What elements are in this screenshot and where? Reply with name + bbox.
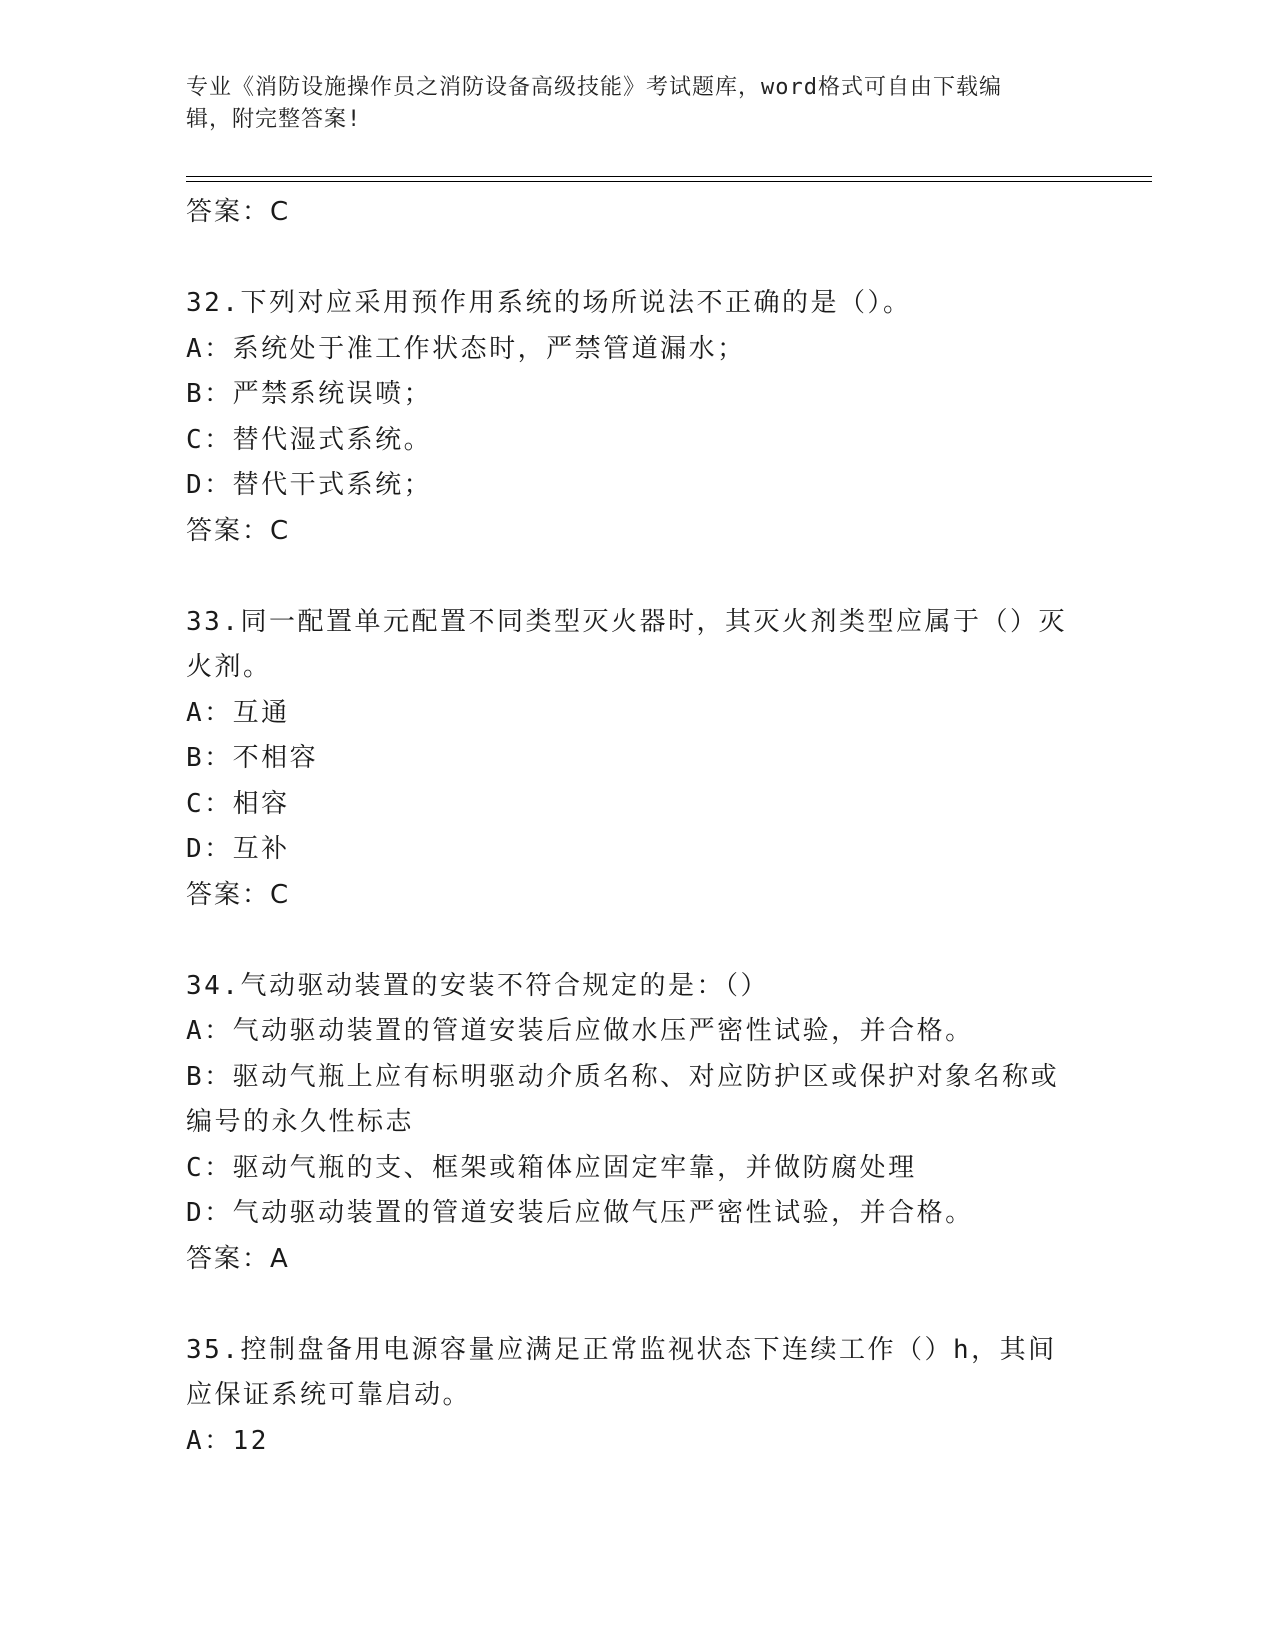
question-33 — [186, 600, 1086, 919]
header-divider-top — [186, 176, 1152, 177]
question-text-cont: 火剂。 — [186, 652, 272, 682]
spacer — [186, 236, 1086, 282]
answer-line: 答案：A — [186, 1243, 290, 1274]
option-c: C：替代湿式系统。 — [186, 424, 433, 455]
header-divider-bottom — [186, 181, 1152, 182]
question-content — [186, 190, 1086, 1464]
option-b: B：驱动气瓶上应有标明驱动介质名称、对应防护区或保护对象名称或 — [186, 1061, 1060, 1092]
option-a: A：12 — [186, 1425, 269, 1456]
option-b-cont: 编号的永久性标志 — [186, 1107, 415, 1137]
option-a: A：系统处于准工作状态时，严禁管道漏水； — [186, 333, 746, 364]
option-a: A：互通 — [186, 697, 290, 728]
header-line-1: 专业《消防设施操作员之消防设备高级技能》考试题库，word格式可自由下载编 — [186, 75, 1002, 100]
question-text: 35.控制盘备用电源容量应满足正常监视状态下连续工作（）h，其间 — [186, 1334, 1057, 1365]
option-c: C：驱动气瓶的支、框架或箱体应固定牢靠，并做防腐处理 — [186, 1152, 917, 1183]
answer-line: 答案：C — [186, 879, 291, 910]
spacer — [186, 918, 1086, 964]
question-35 — [186, 1328, 1086, 1465]
option-d: D：气动驱动装置的管道安装后应做气压严密性试验，并合格。 — [186, 1198, 974, 1228]
question-text-cont: 应保证系统可靠启动。 — [186, 1380, 472, 1410]
option-d: D：互补 — [186, 834, 290, 864]
document-header — [186, 72, 1066, 136]
option-d: D：替代干式系统； — [186, 470, 433, 500]
option-c: C：相容 — [186, 788, 290, 819]
question-text: 34.气动驱动装置的安装不符合规定的是：（） — [186, 970, 769, 1001]
header-line-2: 辑，附完整答案! — [186, 107, 362, 132]
option-a: A：气动驱动装置的管道安装后应做水压严密性试验，并合格。 — [186, 1016, 974, 1046]
question-text: 32.下列对应采用预作用系统的场所说法不正确的是（）。 — [186, 288, 912, 318]
question-34 — [186, 964, 1086, 1283]
answer-line: 答案：C — [186, 515, 291, 546]
question-text: 33.同一配置单元配置不同类型灭火器时，其灭火剂类型应属于（）灭 — [186, 606, 1067, 637]
option-b: B：不相容 — [186, 743, 319, 773]
question-32 — [186, 281, 1086, 554]
answer-line: 答案：C — [186, 197, 291, 227]
option-b: B：严禁系统误喷； — [186, 379, 433, 409]
spacer — [186, 1282, 1086, 1328]
spacer — [186, 554, 1086, 600]
